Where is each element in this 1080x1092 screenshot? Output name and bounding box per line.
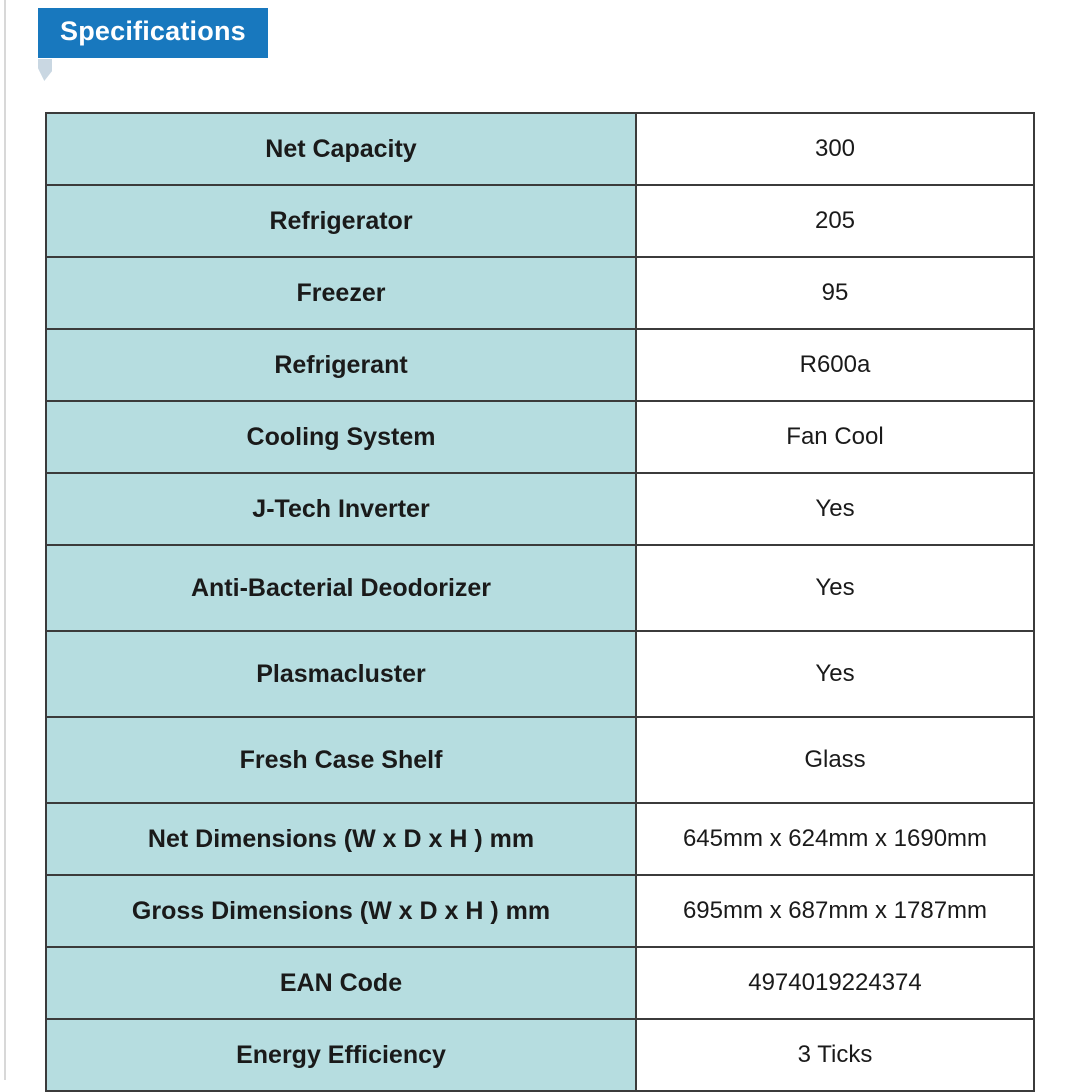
spec-value: Yes — [636, 631, 1034, 717]
spec-label: Net Dimensions (W x D x H ) mm — [46, 803, 636, 875]
table-row — [46, 113, 1034, 185]
page-title: Specifications — [38, 8, 268, 58]
spec-label: EAN Code — [46, 947, 636, 1019]
spec-label: Refrigerant — [46, 329, 636, 401]
specifications-table-body — [46, 113, 1034, 1091]
spec-value: 4974019224374 — [636, 947, 1034, 1019]
spec-value: 205 — [636, 185, 1034, 257]
specifications-table — [45, 112, 1035, 1092]
spec-label: Plasmacluster — [46, 631, 636, 717]
spec-value: 300 — [636, 113, 1034, 185]
spec-label: J-Tech Inverter — [46, 473, 636, 545]
spec-label: Freezer — [46, 257, 636, 329]
table-row — [46, 473, 1034, 545]
spec-label: Cooling System — [46, 401, 636, 473]
table-row — [46, 631, 1034, 717]
spec-value: Glass — [636, 717, 1034, 803]
spec-value: Fan Cool — [636, 401, 1034, 473]
spec-value: Yes — [636, 473, 1034, 545]
table-row — [46, 947, 1034, 1019]
table-row — [46, 401, 1034, 473]
spec-value: R600a — [636, 329, 1034, 401]
spec-label: Fresh Case Shelf — [46, 717, 636, 803]
table-row — [46, 803, 1034, 875]
table-row — [46, 545, 1034, 631]
table-row — [46, 875, 1034, 947]
spec-value: Yes — [636, 545, 1034, 631]
spec-label: Gross Dimensions (W x D x H ) mm — [46, 875, 636, 947]
page-left-rule — [4, 0, 6, 1080]
spec-value: 695mm x 687mm x 1787mm — [636, 875, 1034, 947]
spec-value: 3 Ticks — [636, 1019, 1034, 1091]
spec-value: 95 — [636, 257, 1034, 329]
table-row — [46, 185, 1034, 257]
banner-tail-decoration — [38, 59, 52, 81]
table-row — [46, 329, 1034, 401]
table-row — [46, 257, 1034, 329]
table-row — [46, 717, 1034, 803]
section-header — [38, 8, 268, 58]
spec-label: Net Capacity — [46, 113, 636, 185]
spec-label: Refrigerator — [46, 185, 636, 257]
spec-label: Energy Efficiency — [46, 1019, 636, 1091]
spec-value: 645mm x 624mm x 1690mm — [636, 803, 1034, 875]
table-row — [46, 1019, 1034, 1091]
spec-label: Anti-Bacterial Deodorizer — [46, 545, 636, 631]
